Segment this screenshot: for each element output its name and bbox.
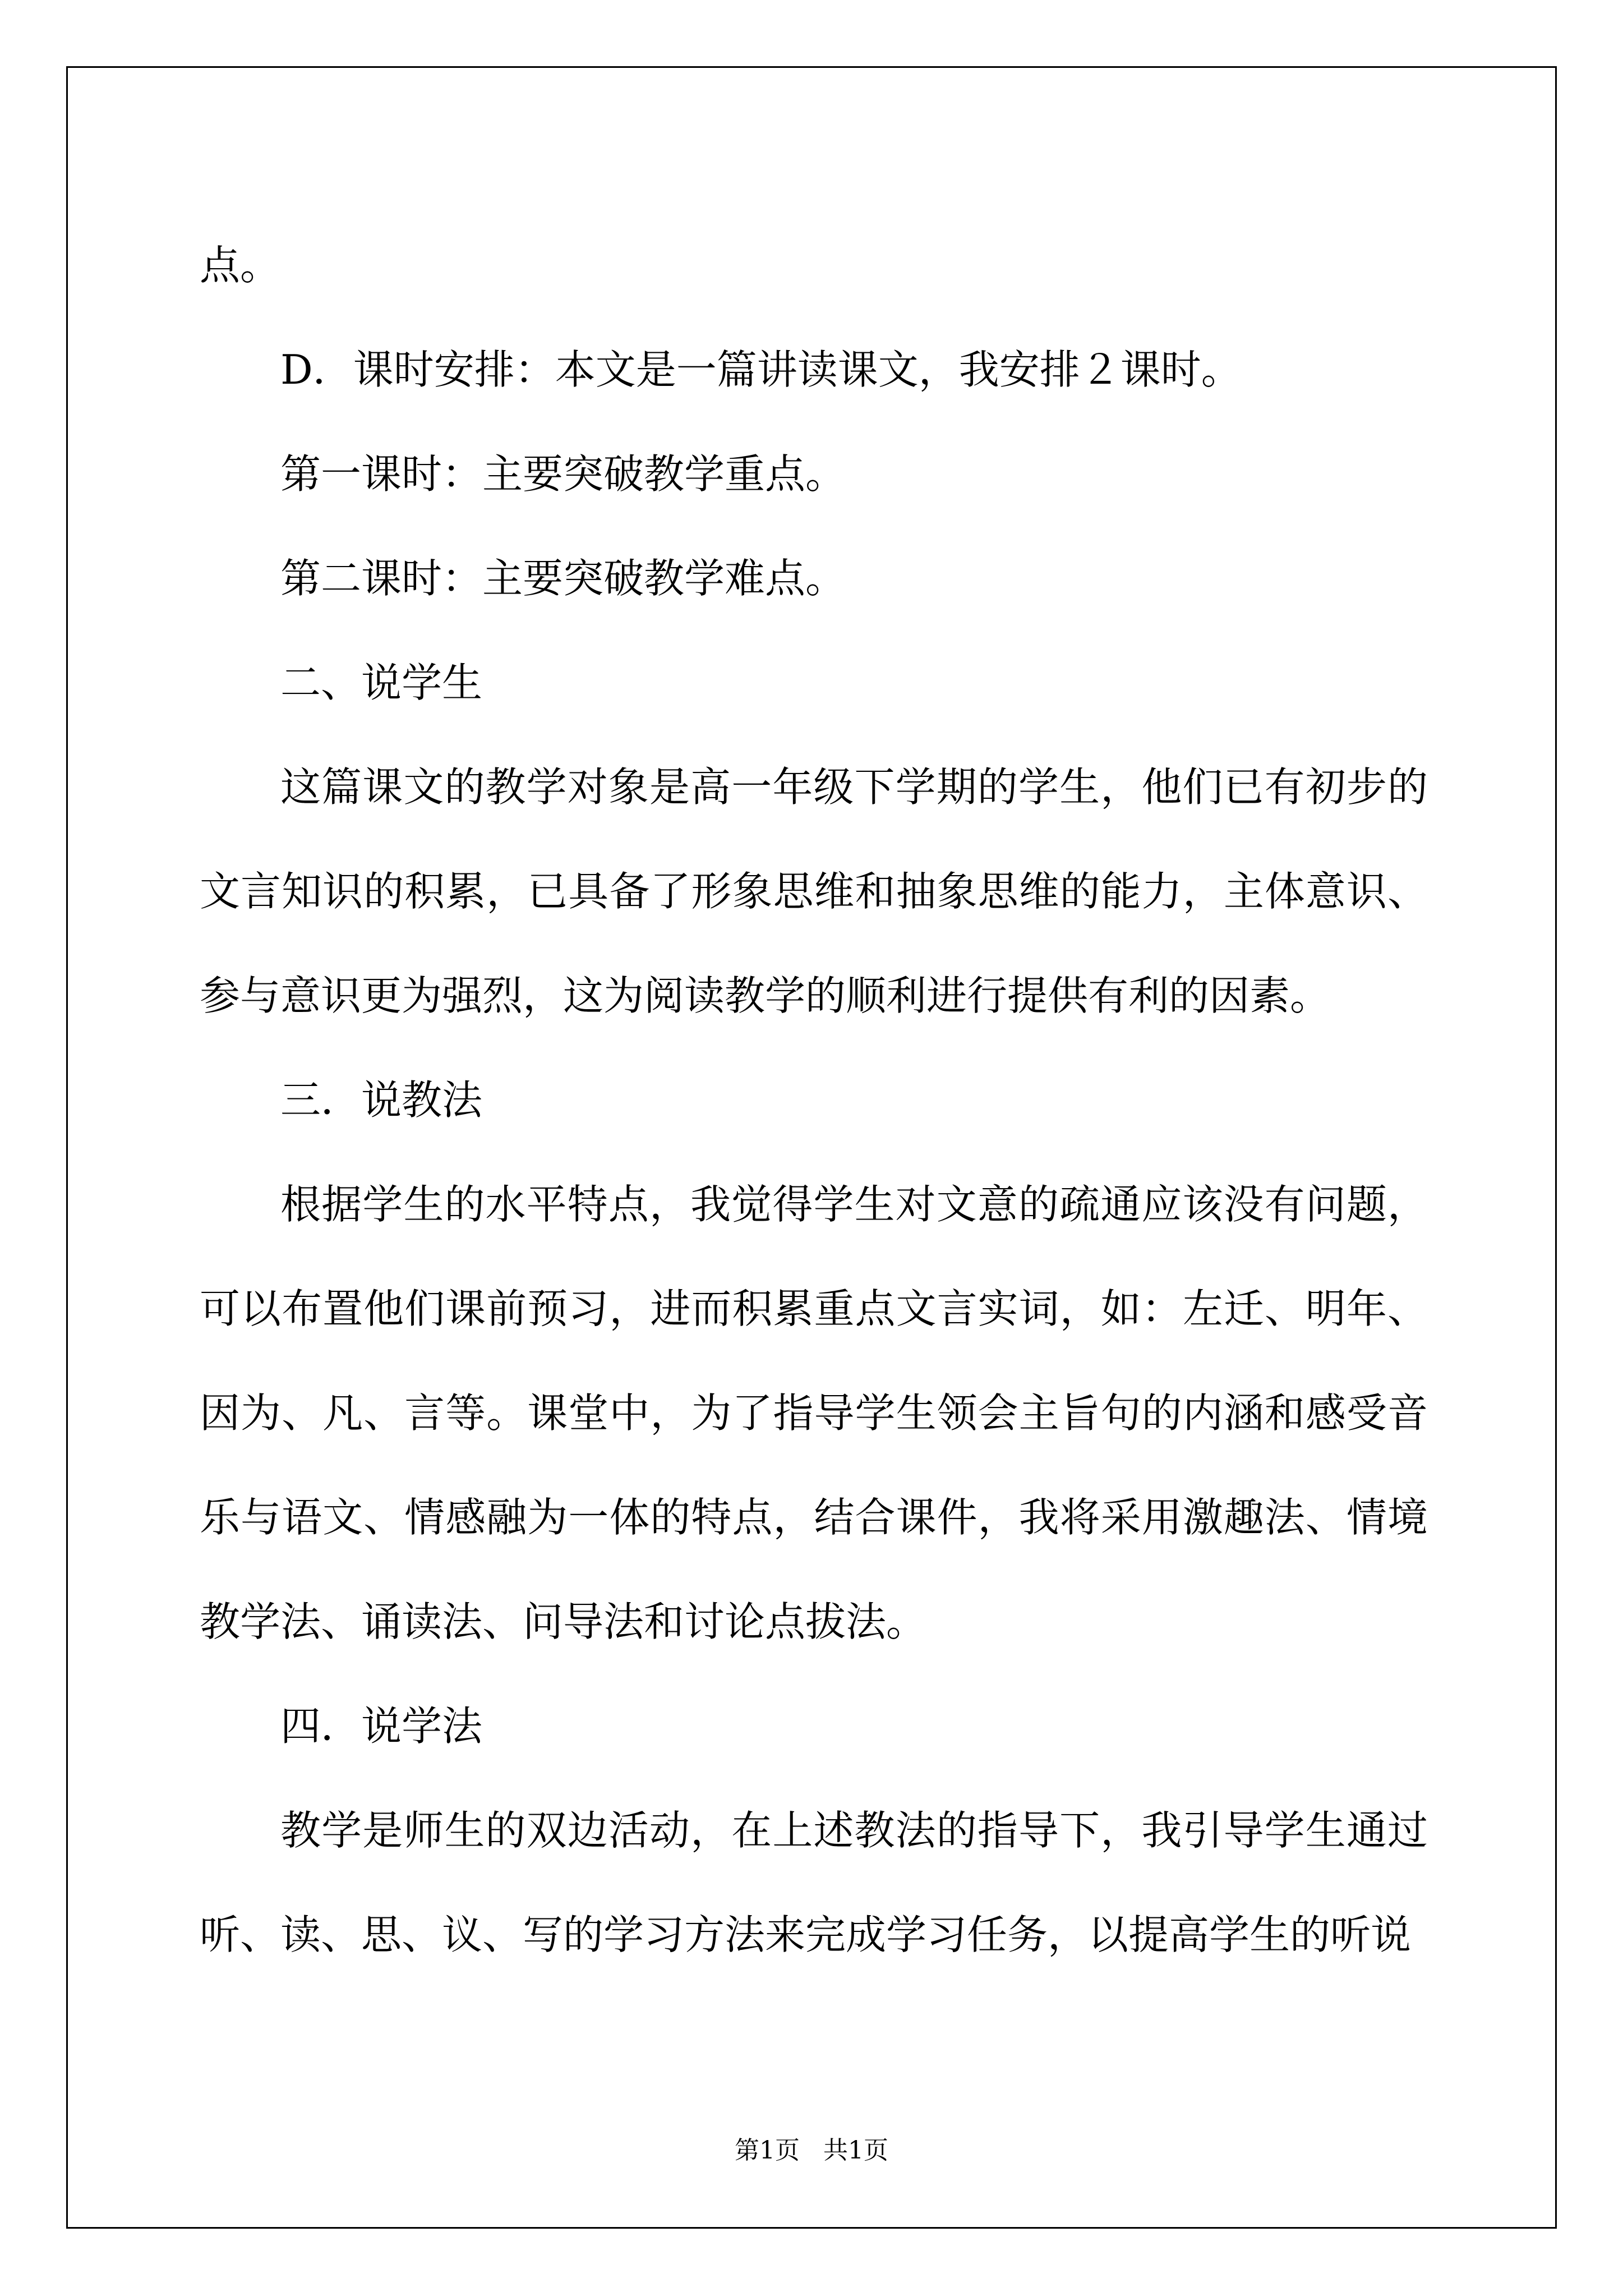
paragraph-second-period: 第二课时：主要突破教学难点。 bbox=[280, 555, 846, 602]
paragraph-students: 这篇课文的教学对象是高一年级下学期的学生，他们已有初步的文言知识的积累，已具备了形象思维和抽象思维的能力，主体意识、参与意识更为强烈，这为阅读教学的顺利进行提供有利的因素。 bbox=[200, 763, 1428, 1019]
document-body bbox=[200, 213, 1428, 1987]
paragraph-learning-methods: 教学是师生的双边活动，在上述教法的指导下，我引导学生通过听、读、思、议、写的学习方法来完成学习任务，以提高学生的听说 bbox=[200, 1807, 1428, 1958]
paragraph-class-hours: D．课时安排：本文是一篇讲读课文，我安排２课时。 bbox=[280, 346, 1242, 393]
paragraph-first-period: 第一课时：主要突破教学重点。 bbox=[280, 450, 846, 498]
page-number: 第1页 bbox=[735, 2136, 800, 2165]
paragraph-continuation: 点。 bbox=[200, 242, 281, 289]
section-heading-learning-methods: 四．说学法 bbox=[280, 1703, 483, 1750]
section-heading-students: 二、说学生 bbox=[280, 659, 483, 706]
page-total: 共1页 bbox=[823, 2136, 888, 2165]
page-footer bbox=[0, 2134, 1623, 2168]
section-heading-teaching-methods: 三．说教法 bbox=[280, 1076, 483, 1124]
paragraph-teaching-methods: 根据学生的水平特点，我觉得学生对文意的疏通应该没有问题，可以布置他们课前预习，进而积累重点文言实词，如：左迁、明年、因为、凡、言等。课堂中，为了指导学生领会主旨句的内涵和感受音乐与语文、情感融为一体的特点，结合课件，我将采用激趣法、情境教学法、诵读法、问导法和讨论点拔法。 bbox=[200, 1181, 1428, 1645]
